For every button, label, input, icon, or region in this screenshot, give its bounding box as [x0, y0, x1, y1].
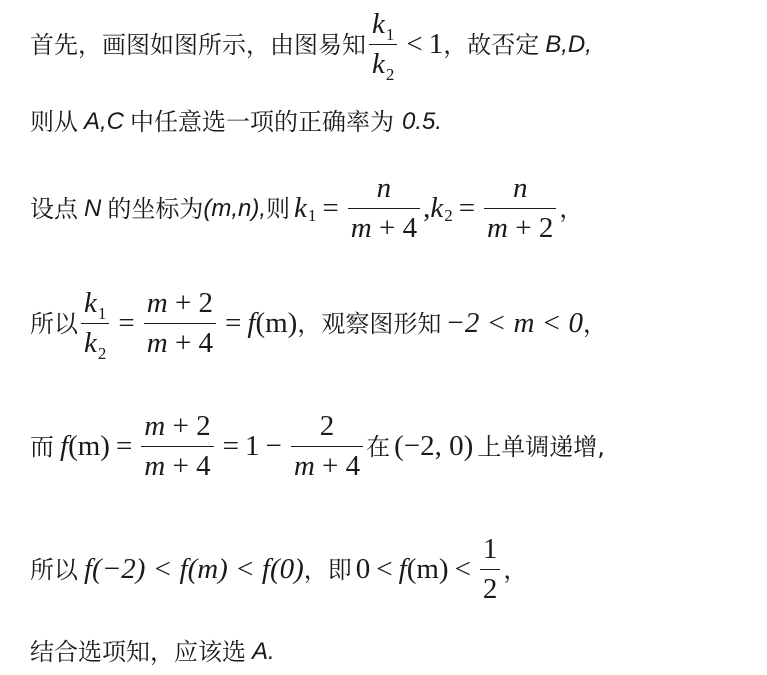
text: 而	[30, 432, 54, 461]
line-1	[30, 8, 757, 85]
fraction-2-over-m-plus-4: 2 m + 4	[291, 410, 363, 484]
fraction-m-plus-2-over-m-plus-4: m + 2 m + 4	[144, 287, 216, 361]
line-3: 设点 N 的坐标为 (m,n), 则 k 1 = n m + 4 , k 2 = n m + 2 ，	[30, 172, 584, 245]
coordinates: (m,n),	[203, 194, 267, 222]
text: ，即	[303, 555, 352, 584]
number: 1	[428, 28, 444, 61]
inequality: −2 < m < 0	[445, 307, 583, 340]
line-2	[30, 110, 757, 134]
text: 所以	[30, 309, 78, 338]
text: 的坐标为	[107, 194, 204, 223]
text: ，故否定	[443, 30, 540, 59]
value: 0.5.	[402, 108, 443, 135]
text: 在	[366, 432, 391, 461]
options: B,D,	[545, 30, 592, 58]
text: 则从	[30, 108, 78, 136]
line-5: 而 f (m) = m + 2 m + 4 = 1 − 2 m + 4 在 (−2, 0) 上单调递增,	[30, 410, 605, 483]
text: 结合选项知，应该选	[30, 638, 246, 666]
fraction-1-over-2: $\frac{1}{2}$	[480, 533, 501, 607]
line-7	[30, 640, 757, 664]
fraction-k1-over-k2: k 1 k 2	[81, 287, 109, 361]
fraction-m-plus-2-over-m-plus-4: m + 2 m + 4	[141, 410, 213, 484]
inequality-chain: f(−2) < f(m) < f(0)	[84, 553, 304, 586]
text: 则	[266, 194, 291, 223]
fraction-n-over-m-plus-4: n m + 4	[348, 172, 420, 246]
fraction-n-over-m-plus-2: n m + 2	[484, 172, 556, 246]
text: 首先，画图如图所示，由图易知	[30, 30, 366, 59]
fraction-k1-over-k2: k 1 k 2	[369, 8, 397, 82]
line-6: 所以 f(−2) < f(m) < f(0) ，即 0 < f (m) < $\frac{1}{2}$ ，	[30, 533, 528, 606]
options: A,C	[84, 108, 125, 135]
interval: (−2, 0)	[394, 430, 474, 463]
text: ，观察图形知	[297, 309, 442, 338]
answer: A.	[252, 638, 275, 665]
line-4: 所以 k 1 k 2 = m + 2 m + 4 = f (m) ，观察图形知 −2 < m < 0 ，	[30, 287, 607, 364]
text: 设点	[30, 194, 78, 223]
text: 上单调递增,	[477, 432, 605, 461]
less-than: <	[406, 28, 423, 61]
point-name: N	[84, 194, 102, 222]
text: 所以	[30, 555, 78, 584]
text: 中任意选一项的正确率为	[130, 108, 395, 136]
